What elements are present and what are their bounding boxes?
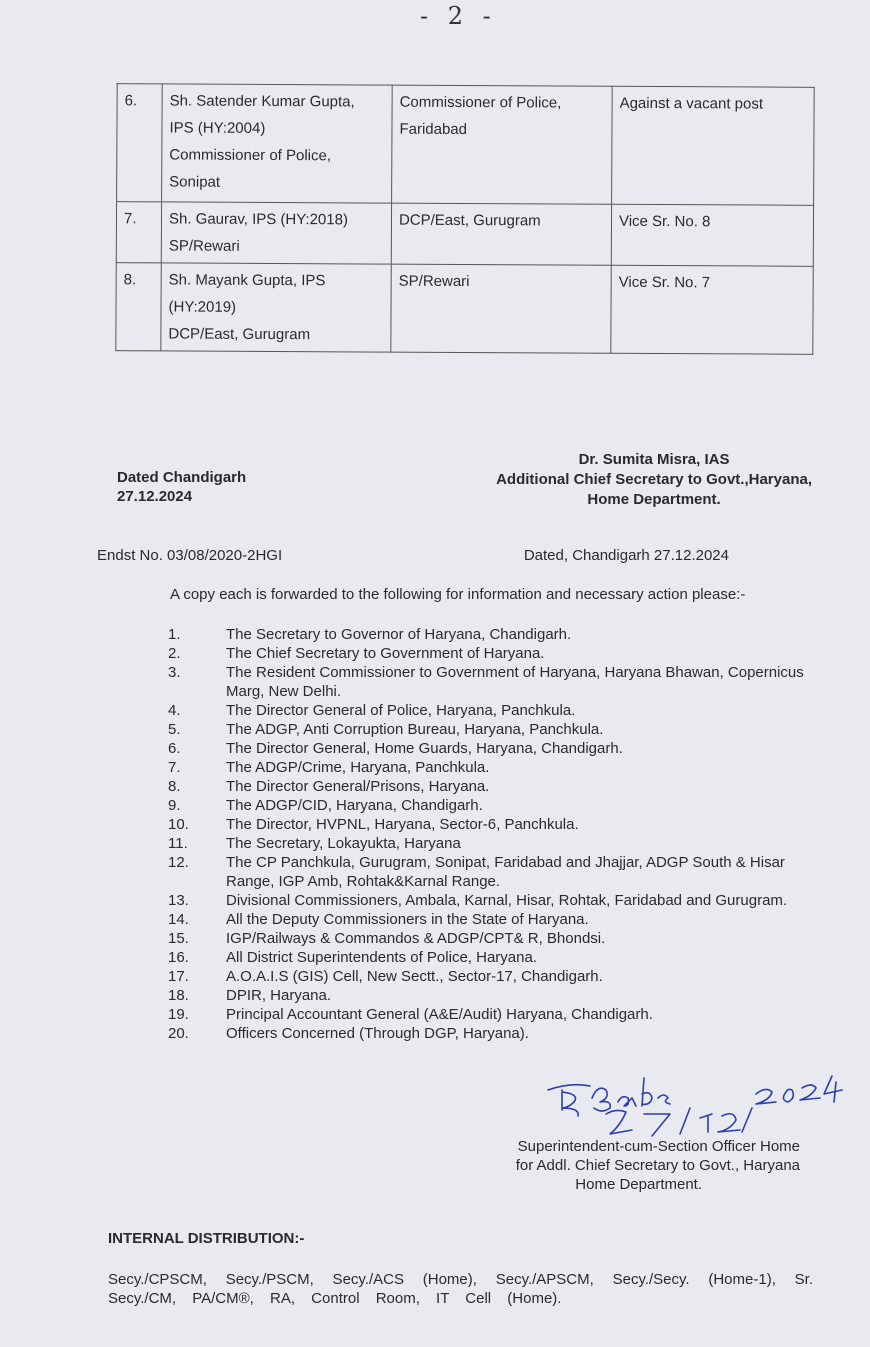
list-item-number: 9. bbox=[168, 797, 181, 814]
officer-line: Sh. Gaurav, IPS (HY:2018) bbox=[168, 210, 349, 229]
list-item-number: 6. bbox=[168, 740, 181, 757]
list-item bbox=[160, 967, 812, 986]
dated-date: 27.12.2024 bbox=[117, 488, 193, 505]
list-item-number: 15. bbox=[168, 930, 189, 947]
list-item-text: The ADGP/CID, Haryana, Chandigarh. bbox=[226, 797, 483, 814]
list-item bbox=[160, 777, 812, 796]
list-item bbox=[160, 910, 812, 929]
officer-cell bbox=[161, 263, 391, 352]
list-item-number: 19. bbox=[168, 1006, 189, 1023]
list-item-text: The Director General/Prisons, Haryana. bbox=[226, 778, 490, 795]
list-item bbox=[160, 625, 812, 644]
list-item-number: 2. bbox=[168, 645, 181, 662]
sr-cell: 7. bbox=[116, 202, 161, 263]
list-item bbox=[160, 891, 812, 910]
recipient-list bbox=[160, 625, 812, 1043]
list-item-number: 20. bbox=[168, 1025, 189, 1042]
list-item-text: All District Superintendents of Police, Haryana. bbox=[226, 949, 537, 966]
table-row bbox=[117, 84, 815, 206]
officer-department: Home Department. bbox=[575, 1176, 702, 1193]
officer-line: DCP/East, Gurugram bbox=[168, 325, 311, 344]
officer-designation: Superintendent-cum-Section Officer Home bbox=[517, 1138, 800, 1155]
officer-cell bbox=[162, 84, 393, 203]
list-item-number: 13. bbox=[168, 892, 189, 909]
officer-line: Sonipat bbox=[169, 173, 221, 191]
officer-for: for Addl. Chief Secretary to Govt., Haryana bbox=[515, 1157, 800, 1174]
remarks-cell: Vice Sr. No. 7 bbox=[611, 265, 813, 354]
list-item bbox=[160, 758, 812, 777]
list-item-number: 10. bbox=[168, 816, 189, 833]
list-item-number: 5. bbox=[168, 721, 181, 738]
list-item-text: The Chief Secretary to Government of Haryana. bbox=[226, 645, 545, 662]
list-item bbox=[160, 1005, 812, 1024]
list-item-text: Divisional Commissioners, Ambala, Karnal, Hisar, Rohtak, Faridabad and Gurugram. bbox=[226, 892, 788, 909]
list-item bbox=[160, 986, 812, 1005]
officer-block bbox=[440, 1137, 800, 1194]
list-item-number: 1. bbox=[168, 626, 181, 643]
posted-to-cell: SP/Rewari bbox=[391, 264, 611, 353]
remarks-cell: Vice Sr. No. 8 bbox=[611, 204, 813, 266]
list-item-text: The ADGP, Anti Corruption Bureau, Haryana, Panchkula. bbox=[226, 721, 604, 738]
list-item bbox=[160, 739, 812, 758]
list-item bbox=[160, 815, 812, 834]
officer-line: SP/Rewari bbox=[168, 237, 240, 255]
list-item-number: 8. bbox=[168, 778, 181, 795]
handwritten-signature bbox=[540, 1068, 850, 1138]
list-item-text: The ADGP/Crime, Haryana, Panchkula. bbox=[226, 759, 490, 776]
internal-distribution-title: INTERNAL DISTRIBUTION:- bbox=[108, 1230, 305, 1247]
list-item bbox=[160, 644, 812, 663]
list-item-number: 7. bbox=[168, 759, 181, 776]
signatory-department: Home Department. bbox=[587, 491, 721, 508]
list-item-text: The Director General of Police, Haryana, Panchkula. bbox=[226, 702, 576, 719]
officer-line: Sh. Mayank Gupta, IPS bbox=[168, 271, 326, 290]
page-number: - 2 - bbox=[420, 2, 497, 30]
officer-line: (HY:2019) bbox=[168, 298, 237, 316]
list-item-number: 18. bbox=[168, 987, 189, 1004]
list-item bbox=[160, 929, 812, 948]
list-item bbox=[160, 853, 812, 891]
list-item-text: Principal Accountant General (A&E/Audit) Haryana, Chandigarh. bbox=[226, 1006, 653, 1023]
list-item bbox=[160, 834, 812, 853]
posted-to-cell: Commissioner of Police, Faridabad bbox=[392, 85, 613, 204]
endorsement-date: Dated, Chandigarh 27.12.2024 bbox=[523, 547, 729, 564]
list-item-number: 16. bbox=[168, 949, 189, 966]
sr-cell: 8. bbox=[116, 263, 161, 351]
remarks-cell: Against a vacant post bbox=[612, 86, 815, 205]
officer-cell bbox=[161, 202, 391, 264]
table-row bbox=[116, 202, 813, 267]
sr-cell: 6. bbox=[117, 84, 163, 202]
endorsement-number: Endst No. 03/08/2020-2HGI bbox=[97, 547, 283, 564]
list-item bbox=[160, 1024, 812, 1043]
list-item-text: The CP Panchkula, Gurugram, Sonipat, Faridabad and Jhajjar, ADGP South & Hisar Range, IGP Amb, Rohtak&Karnal Range. bbox=[226, 854, 785, 890]
list-item-number: 3. bbox=[168, 664, 181, 681]
list-item-text: The Director, HVPNL, Haryana, Sector-6, Panchkula. bbox=[226, 816, 579, 833]
list-item-text: DPIR, Haryana. bbox=[226, 987, 332, 1004]
endorsement-line bbox=[97, 547, 729, 564]
officer-line: Commissioner of Police, bbox=[169, 146, 332, 165]
list-item-number: 11. bbox=[168, 835, 188, 852]
posted-to-cell: DCP/East, Gurugram bbox=[391, 203, 611, 265]
list-item-number: 4. bbox=[168, 702, 181, 719]
list-item-text: Officers Concerned (Through DGP, Haryana). bbox=[226, 1025, 529, 1042]
officer-line: Sh. Satender Kumar Gupta, bbox=[169, 92, 355, 111]
signatory-name: Dr. Sumita Misra, IAS bbox=[578, 451, 730, 468]
table-row bbox=[116, 263, 813, 355]
internal-distribution-list: Secy./CPSCM, Secy./PSCM, Secy./ACS (Home), Secy./APSCM, Secy./Secy. (Home-1), Sr. Secy./CM, PA/CM®, RA, Control Room, IT Cell (Home). bbox=[108, 1271, 813, 1307]
list-item bbox=[160, 663, 812, 701]
list-item-text: IGP/Railways & Commandos & ADGP/CPT& R, Bhondsi. bbox=[226, 930, 606, 947]
list-item-text: The Secretary, Lokayukta, Haryana bbox=[226, 835, 461, 852]
list-item-text: The Director General, Home Guards, Haryana, Chandigarh. bbox=[226, 740, 623, 757]
list-item bbox=[160, 701, 812, 720]
list-item-text: The Resident Commissioner to Government of Haryana, Haryana Bhawan, Copernicus Marg, New Delhi. bbox=[226, 664, 804, 700]
dated-block bbox=[117, 468, 246, 506]
dated-place: Dated Chandigarh bbox=[117, 469, 247, 486]
list-item-number: 12. bbox=[168, 854, 189, 871]
list-item-text: All the Deputy Commissioners in the State of Haryana. bbox=[226, 911, 589, 928]
forward-text: A copy each is forwarded to the following for information and necessary action please:- bbox=[170, 586, 746, 603]
list-item-number: 14. bbox=[168, 911, 189, 928]
list-item-text: The Secretary to Governor of Haryana, Chandigarh. bbox=[226, 626, 572, 643]
list-item bbox=[160, 796, 812, 815]
list-item bbox=[160, 720, 812, 739]
posting-table bbox=[115, 83, 814, 355]
list-item-text: A.O.A.I.S (GIS) Cell, New Sectt., Sector-17, Chandigarh. bbox=[226, 968, 603, 985]
officer-line: IPS (HY:2004) bbox=[169, 119, 266, 137]
list-item-number: 17. bbox=[168, 968, 189, 985]
signatory-designation: Additional Chief Secretary to Govt.,Haryana, bbox=[496, 471, 812, 488]
signatory-block bbox=[496, 450, 812, 510]
list-item bbox=[160, 948, 812, 967]
